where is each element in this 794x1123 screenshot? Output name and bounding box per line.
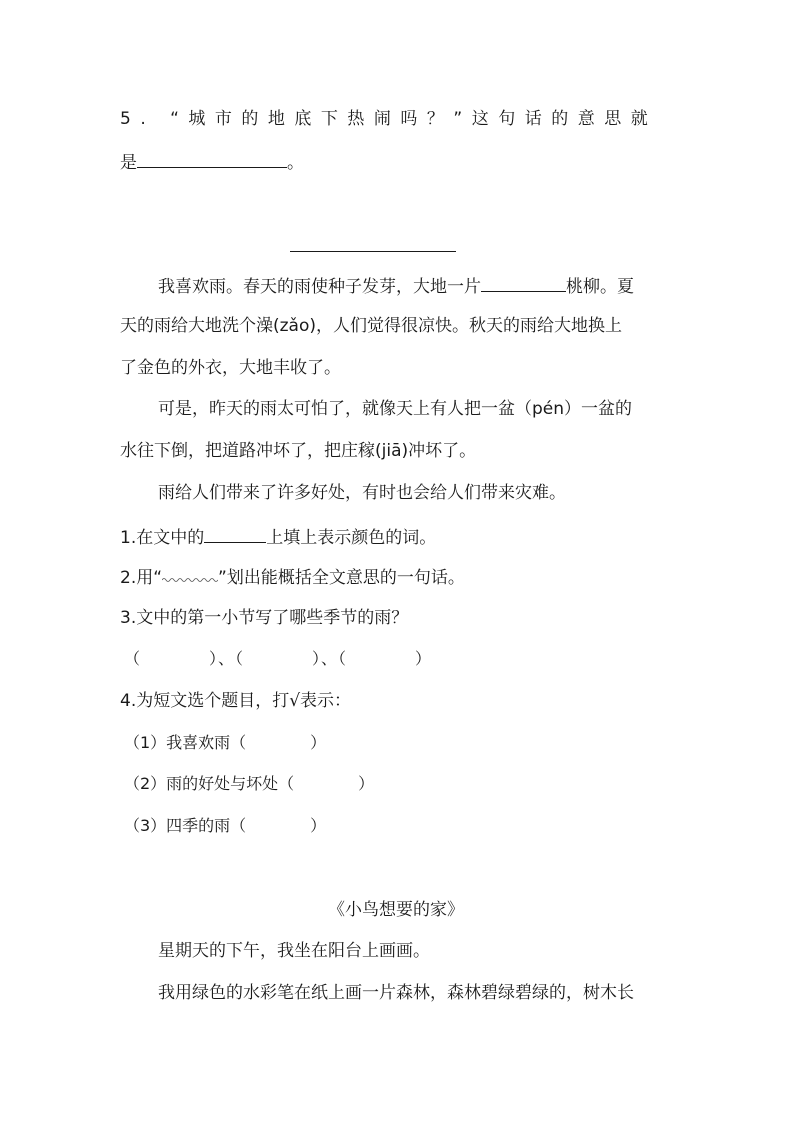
passage2-title: 《小鸟想要的家》 (328, 900, 464, 920)
q5-answer-blank[interactable] (137, 149, 287, 168)
q5-line-1: 5. “城市的地底下热闹吗？”这句话的意思就 (120, 109, 658, 129)
passage1-line-4: 可是，昨天的雨太可怕了，就像天上有人把一盆（pén）一盆的 (158, 399, 633, 419)
question-2-text-b: ”划出能概括全文意思的一句话。 (218, 568, 465, 588)
question-3: 3.文中的第一小节写了哪些季节的雨？ (120, 608, 409, 628)
q5-line-2 (120, 149, 304, 174)
question-1-text-b: 上填上表示颜色的词。 (266, 528, 437, 548)
passage1-text-b: 桃柳。夏 (566, 277, 634, 297)
passage1-line-6: 雨给人们带来了许多好处，有时也会给人们带来灾难。 (158, 483, 566, 503)
question-4: 4.为短文选个题目，打√表示： (120, 691, 352, 711)
question-2-text-a: 2.用“ (120, 568, 163, 588)
q5-text-start: 是 (120, 153, 137, 173)
question-2 (120, 565, 465, 589)
passage1-line-1 (158, 273, 634, 298)
passage1-line-5: 水往下倒，把道路冲坏了，把庄稼(jiā)冲坏了。 (120, 441, 477, 461)
color-word-blank[interactable] (481, 273, 566, 292)
wavy-underline-mark (162, 565, 218, 583)
passage2-line-2: 我用绿色的水彩笔在纸上画一片森林，森林碧绿碧绿的，树木长 (158, 983, 634, 1003)
q5-text-end: 。 (287, 153, 304, 173)
passage-title-blank[interactable] (290, 251, 456, 252)
question-3-answer-blanks[interactable]: （ ）、（ ）、（ ） (124, 649, 433, 668)
passage1-line-2: 天的雨给大地洗个澡(zǎo)，人们觉得很凉快。秋天的雨给大地换上 (120, 316, 623, 336)
question-1-text-a: 1.在文中的 (120, 528, 205, 548)
question-4-option-3[interactable]: （3）四季的雨（ ） (124, 816, 327, 835)
question-1 (120, 524, 436, 549)
passage2-line-1: 星期天的下午，我坐在阳台上画画。 (158, 941, 430, 961)
question-4-option-1[interactable]: （1）我喜欢雨（ ） (124, 733, 327, 752)
passage1-line-3: 了金色的外衣，大地丰收了。 (120, 358, 341, 378)
passage1-text-a: 我喜欢雨。春天的雨使种子发芽，大地一片 (158, 277, 481, 297)
question-1-blank[interactable] (204, 524, 266, 543)
question-4-option-2[interactable]: （2）雨的好处与坏处（ ） (124, 774, 375, 793)
